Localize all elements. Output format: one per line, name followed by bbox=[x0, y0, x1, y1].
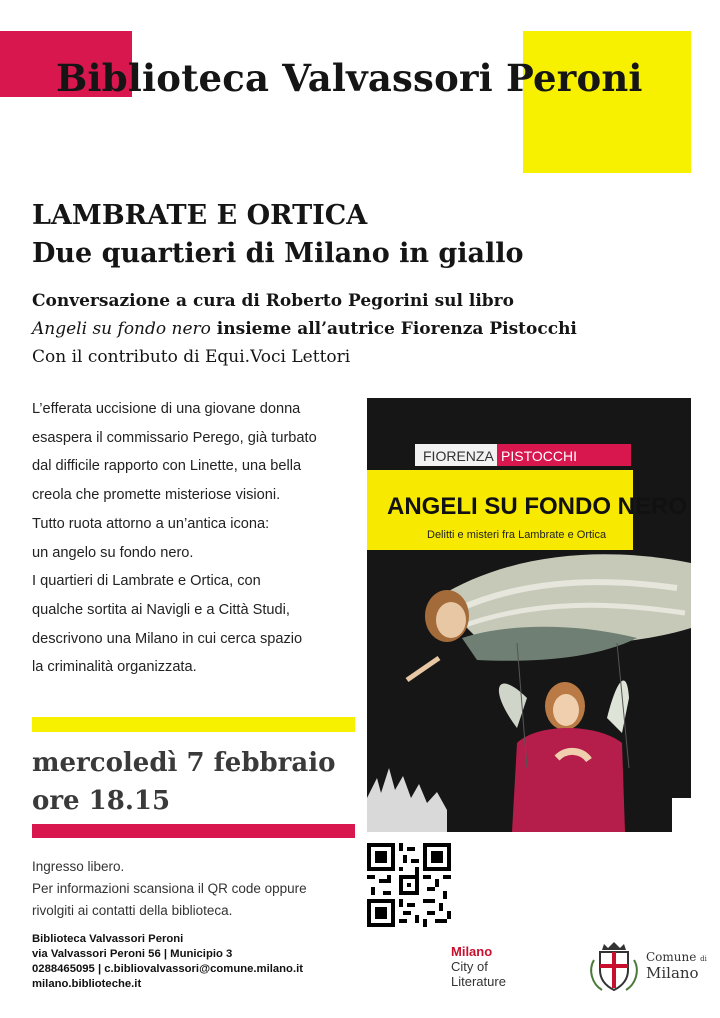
description bbox=[32, 395, 362, 682]
red-divider bbox=[32, 824, 355, 838]
contact-website[interactable]: milano.biblioteche.it bbox=[32, 978, 142, 990]
description-line: qualche sortita ai Navigli e a Città Studi, bbox=[32, 601, 290, 618]
book-cover-image bbox=[367, 398, 691, 832]
cover-title: ANGELI SU FONDO NERO bbox=[387, 493, 688, 520]
book-author-line bbox=[32, 315, 577, 343]
comune-milano-word: Milano bbox=[646, 964, 699, 982]
author-line: insieme all’autrice Fiorenza Pistocchi bbox=[210, 319, 577, 339]
info-block bbox=[32, 856, 307, 922]
cover-author-last: PISTOCCHI bbox=[501, 448, 577, 464]
conversation-line: Conversazione a cura di Roberto Pegorini sul libro bbox=[32, 291, 514, 311]
description-line: creola che promette misteriose visioni. bbox=[32, 487, 281, 504]
yellow-divider bbox=[32, 717, 355, 732]
comune-crest-icon bbox=[586, 940, 642, 999]
description-line: esaspera il commissario Perego, già turbato bbox=[32, 429, 317, 446]
event-title-line1: LAMBRATE E ORTICA bbox=[32, 200, 368, 231]
book-cover-art bbox=[367, 398, 691, 832]
qr-code-graphic bbox=[367, 843, 451, 927]
event-title bbox=[32, 197, 524, 273]
city-of-literature-logo bbox=[451, 944, 506, 989]
event-date: mercoledì 7 febbraio bbox=[32, 748, 336, 778]
library-title: Biblioteca Valvassori Peroni bbox=[56, 56, 643, 100]
info-line: rivolgiti ai contatti della biblioteca. bbox=[32, 903, 233, 918]
col-city-of: City of bbox=[451, 959, 488, 974]
info-line: Per informazioni scansiona il QR code oppure bbox=[32, 881, 307, 896]
col-milano: Milano bbox=[451, 944, 493, 959]
comune-word: Comune bbox=[646, 950, 697, 964]
event-schedule bbox=[32, 744, 335, 820]
cover-author-first: FIORENZA bbox=[423, 448, 494, 464]
cover-subtitle: Delitti e misteri fra Lambrate e Ortica bbox=[427, 529, 607, 541]
comune-di-milano-text bbox=[646, 951, 707, 982]
description-line: descrivono una Milano in cui cerca spazio bbox=[32, 630, 303, 647]
event-time: ore 18.15 bbox=[32, 786, 171, 816]
contact-address: via Valvassori Peroni 56 | Municipio 3 bbox=[32, 948, 233, 960]
description-line: un angelo su fondo nero. bbox=[32, 544, 194, 561]
event-title-line2: Due quartieri di Milano in giallo bbox=[32, 238, 524, 269]
comune-di-word: di bbox=[700, 955, 707, 963]
col-literature: Literature bbox=[451, 974, 506, 989]
conversation-block bbox=[32, 287, 577, 371]
description-line: L’efferata uccisione di una giovane donna bbox=[32, 401, 301, 417]
contact-phone-email[interactable]: 0288465095 | c.bibliovalvassori@comune.milano.it bbox=[32, 963, 303, 975]
description-line: I quartieri di Lambrate e Ortica, con bbox=[32, 573, 261, 590]
contribution-line: Con il contributo di Equi.Voci Lettori bbox=[32, 347, 351, 367]
description-line: dal difficile rapporto con Linette, una bella bbox=[32, 458, 302, 475]
info-line: Ingresso libero. bbox=[32, 859, 125, 874]
description-line: Tutto ruota attorno a un’antica icona: bbox=[32, 515, 270, 532]
qr-code[interactable] bbox=[367, 843, 451, 927]
yellow-accent-block bbox=[523, 31, 691, 173]
description-line: la criminalità organizzata. bbox=[32, 659, 197, 676]
contacts-block bbox=[32, 932, 303, 992]
book-title-italic: Angeli su fondo nero bbox=[32, 319, 211, 339]
contact-name: Biblioteca Valvassori Peroni bbox=[32, 933, 184, 945]
